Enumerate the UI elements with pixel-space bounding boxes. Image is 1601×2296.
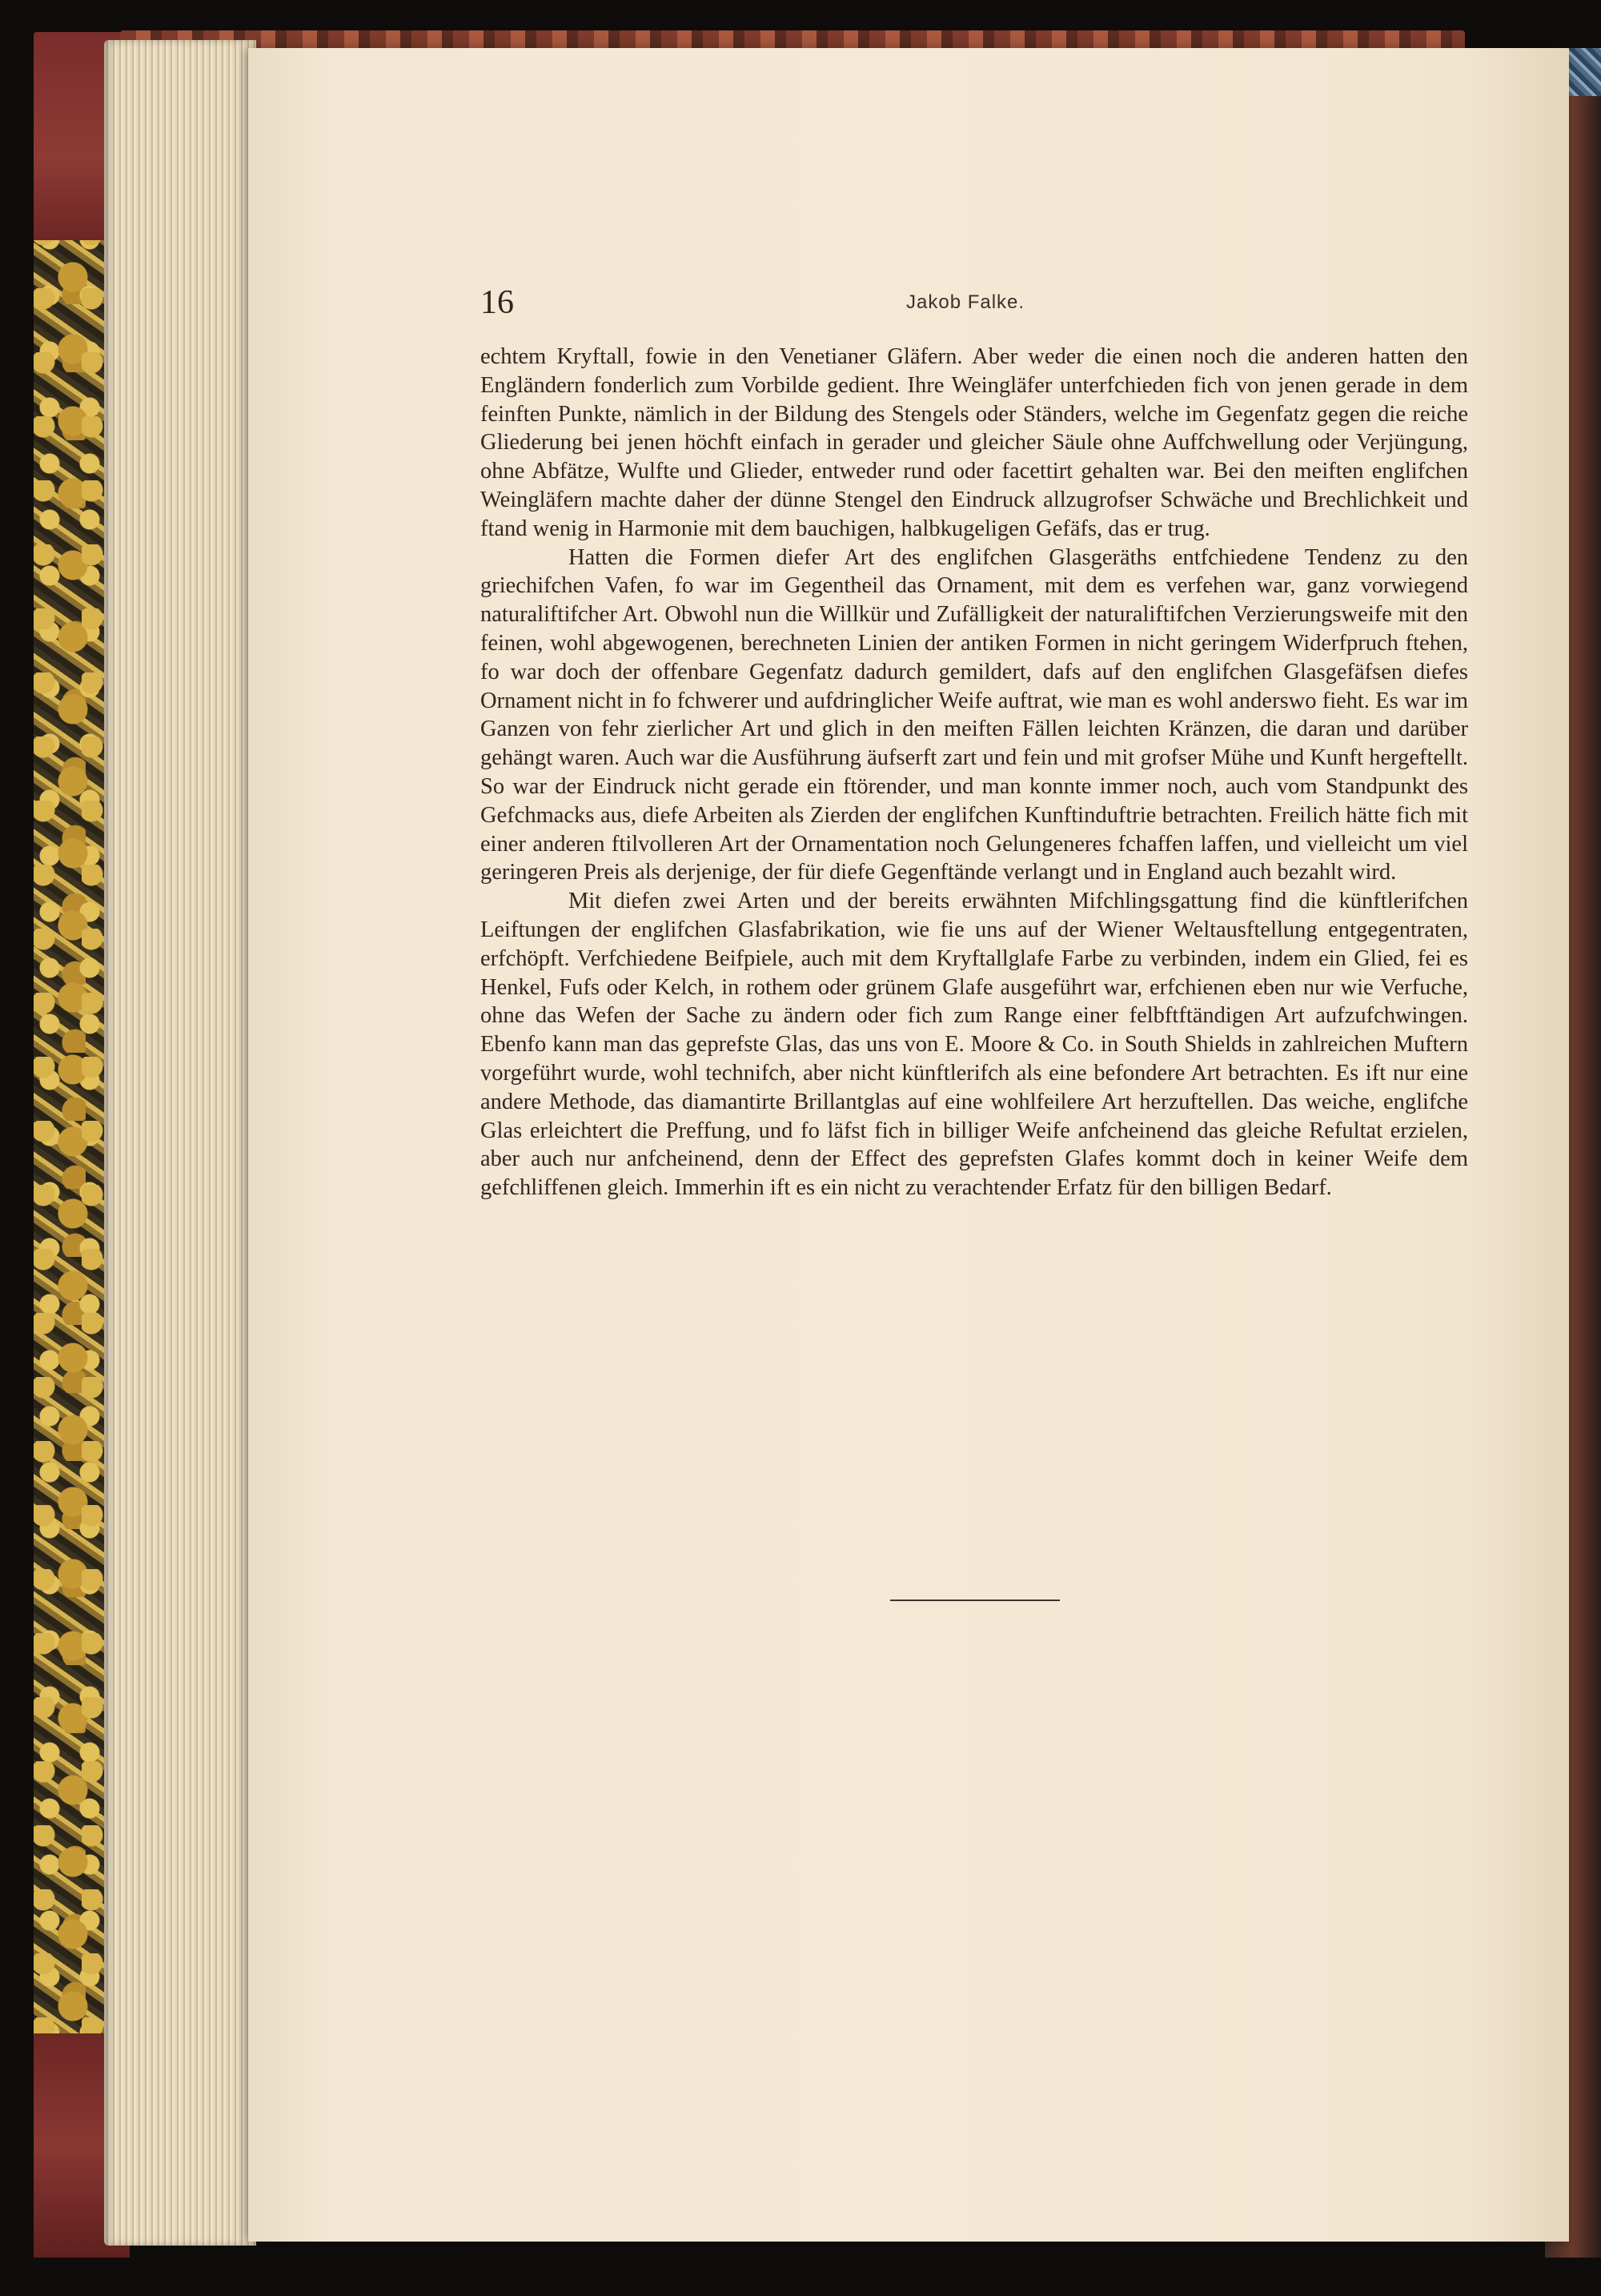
- paragraph: echtem Kryftall, fowie in den Venetianer Gläfern. Aber weder die einen noch die anderen hatten den Engländern fonderlich zum Vorbilde gedient. Ihre Weingläfer unterfchieden fich von jenen gerade in dem feinften Punkte, nämlich in der Bildung des Stengels oder Ständers, welche im Gegenfatz gegen die reiche Gliederung bei jenen höchft einfach in gerader und gleicher Säule ohne Auffchwellung oder Verjüngung, ohne Abfätze, Wulfte und Glieder, entweder rund oder facettirt gehalten war. Bei den meiften englifchen Weingläfern machte daher der dünne Stengel den Eindruck allzugrofser Schwäche und Brechlichkeit und ftand wenig in Harmonie mit dem bauchigen, halbkugeligen Gefäfs, das er trug.: [480, 344, 1468, 541]
- page-number: 16: [480, 284, 514, 321]
- paragraph: Hatten die Formen diefer Art des englifchen Glasgeräths entfchiedene Tendenz zu den griechifchen Vafen, fo war im Gegentheil das Ornament, mit dem es verfehen war, ganz vorwiegend naturaliftifcher Art. Obwohl nun die Willkür und Zufälligkeit der naturaliftifchen Verzierungsweife mit den feinen, wohl abgewogenen, berechneten Linien der antiken Formen in nicht geringem Widerfpruch ftehen, fo war doch der offenbare Gegenfatz dadurch gemildert, dafs auf den englifchen Glasgefäfsen diefes Ornament nicht in fo fchwerer und aufdringlicher Weife auftrat, wie man es wohl anderswo fieht. Es war im Ganzen von fehr zierlicher Art und glich in den meiften Fällen leichten Kränzen, die daran und darüber gehängt waren. Auch war die Ausführung äufserft zart und fein und mit grofser Mühe und Kunft hergeftellt. So war der Eindruck nicht gerade ein ftörender, und man konnte immer noch, auch vom Standpunkt des Gefchmacks aus, diefe Arbeiten als Zierden der englifchen Kunftinduftrie betrachten. Freilich hätte fich mit einer anderen ftilvolleren Art der Ornamentation noch Gelungeneres fchaffen laffen, und vielleicht um viel geringeren Preis als derjenige, der für diefe Gegenftände verlangt und in England auch bezahlt wird.: [480, 544, 1468, 885]
- page-stack-edge: [104, 40, 256, 2246]
- running-head: Jakob Falke.: [906, 291, 1025, 313]
- paragraph: Mit diefen zwei Arten und der bereits erwähnten Mifchlingsgattung find die künftlerifchen Leiftungen der englifchen Glasfabrikation, wie fie uns auf der Wiener Weltausftellung entgegentraten, erfchöpft. Verfchiedene Beifpiele, auch mit dem Kryftallglafe Farbe zu verbinden, indem ein Glied, fei es Henkel, Fufs oder Kelch, in rothem oder grünem Glafe ausgeführt war, erfchienen eben nur wie Verfuche, ohne das Wefen der Sache zu ändern oder fich zum Range einer felbftftändigen Art aufzufchwingen. Ebenfo kann man das geprefste Glas, das uns von E. Moore & Co. in South Shields in zahlreichen Muftern vorgeführt wurde, wohl technifch, aber nicht künftlerifch als eine befondere Art betrachten. Es ift nur eine andere Methode, das diamantirte Brillantglas auf eine wohlfeilere Art herzuftellen. Das weiche, englifche Glas erleichtert die Preffung, und fo läfst fich in billiger Weife anfcheinend das gleiche Refultat erzielen, aber auch nur anfcheinend, denn der Effect des geprefsten Glafes kommt doch in keiner Weife dem gefchliffenen gleich. Immerhin ift es ein nicht zu verachtender Erfatz für den billigen Bedarf.: [480, 889, 1468, 1201]
- page-header: [480, 279, 1553, 327]
- body-text: [480, 343, 1468, 1202]
- section-divider: [890, 1600, 1060, 1601]
